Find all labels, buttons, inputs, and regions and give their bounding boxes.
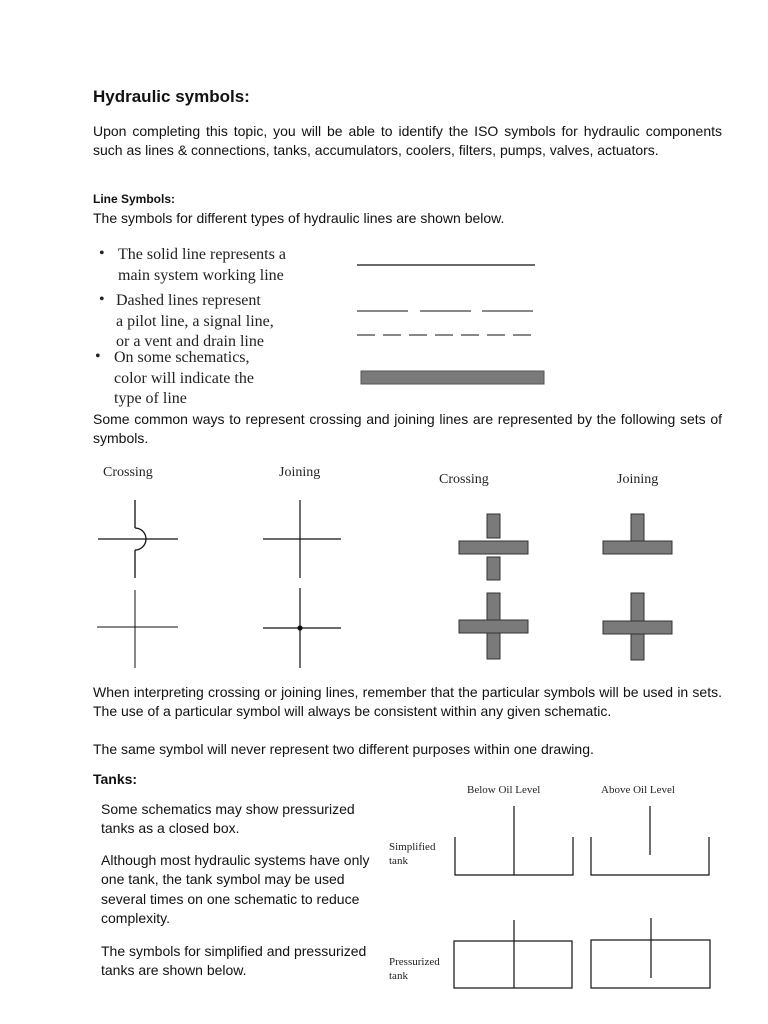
crossing-hump-symbol bbox=[98, 500, 178, 578]
never-two-purposes: The same symbol will never represent two different purposes within one drawing. bbox=[93, 741, 594, 757]
row-pressurized-tank bbox=[389, 955, 440, 983]
label-joining-thin: Joining bbox=[279, 465, 321, 480]
tank-simplified-above bbox=[591, 806, 709, 875]
col-below-oil-level: Below Oil Level bbox=[467, 784, 541, 796]
crossing-plain-symbol bbox=[97, 590, 178, 668]
tanks-paragraph-closed-box: Some schematics may show pressurized tanks as a closed box. bbox=[101, 801, 355, 837]
bullet-dot-icon: • bbox=[99, 245, 105, 262]
row-label-line: Simplified bbox=[389, 841, 436, 853]
row-simplified-tank bbox=[389, 840, 435, 868]
joining-thick-t-symbol bbox=[603, 514, 672, 554]
bullet-line: color will indicate the bbox=[114, 369, 254, 387]
bullet-dot-icon: • bbox=[99, 291, 105, 308]
col-above-oil-level: Above Oil Level bbox=[601, 784, 675, 796]
tank-pressurized-below bbox=[454, 920, 572, 988]
bullet-line: type of line bbox=[114, 390, 187, 407]
bullet-dot-icon: • bbox=[95, 348, 101, 365]
label-crossing-thick: Crossing bbox=[439, 472, 489, 487]
bullet-line: or a vent and drain line bbox=[116, 333, 264, 350]
line-symbols-lead: The symbols for different types of hydraulic lines are shown below. bbox=[93, 210, 505, 226]
crossing-intro: Some common ways to represent crossing and joining lines are represented by the following sets of symbols. bbox=[93, 411, 722, 447]
tank-pressurized-above bbox=[591, 918, 710, 988]
tanks-heading: Tanks: bbox=[93, 771, 138, 787]
row-label-line: tank bbox=[389, 855, 408, 867]
tanks-paragraph-symbols: The symbols for simplified and pressurized tanks are shown below. bbox=[101, 943, 367, 979]
intro-paragraph: Upon completing this topic, you will be able to identify the ISO symbols for hydraulic components such as lines & connections, tanks, accumulators, coolers, filters, pumps, valves, actuators. bbox=[93, 123, 722, 159]
crossing-thick-broken-symbol bbox=[459, 514, 528, 580]
line-symbols-heading: Line Symbols: bbox=[93, 192, 176, 206]
row-label-line: Pressurized bbox=[389, 956, 440, 968]
tanks-paragraph-one-tank: Although most hydraulic systems have only one tank, the tank symbol may be used several times on one schematic to reduce complexity. bbox=[101, 852, 370, 926]
label-crossing-thin: Crossing bbox=[103, 465, 153, 480]
colored-line-symbol bbox=[361, 371, 544, 384]
page-title: Hydraulic symbols: bbox=[93, 87, 250, 106]
joining-thick-plus-symbol bbox=[603, 593, 672, 660]
crossing-thick-plus-symbol bbox=[459, 593, 528, 659]
bullet-line: On some schematics, bbox=[114, 349, 250, 366]
bullet-line: a pilot line, a signal line, bbox=[116, 312, 274, 330]
bullet-line: main system working line bbox=[118, 266, 284, 284]
interpretation-paragraph: When interpreting crossing or joining lines, remember that the particular symbols will be used in sets. The use of a particular symbol will always be consistent within any given schematic. bbox=[93, 684, 722, 720]
joining-dot-symbol bbox=[263, 588, 341, 668]
bullet-line: Dashed lines represent bbox=[116, 292, 261, 309]
bullet-line: The solid line represents a bbox=[118, 246, 286, 263]
row-label-line: tank bbox=[389, 970, 408, 982]
label-joining-thick: Joining bbox=[617, 472, 659, 487]
joining-plain-symbol bbox=[263, 500, 341, 578]
tank-simplified-below bbox=[455, 806, 573, 875]
